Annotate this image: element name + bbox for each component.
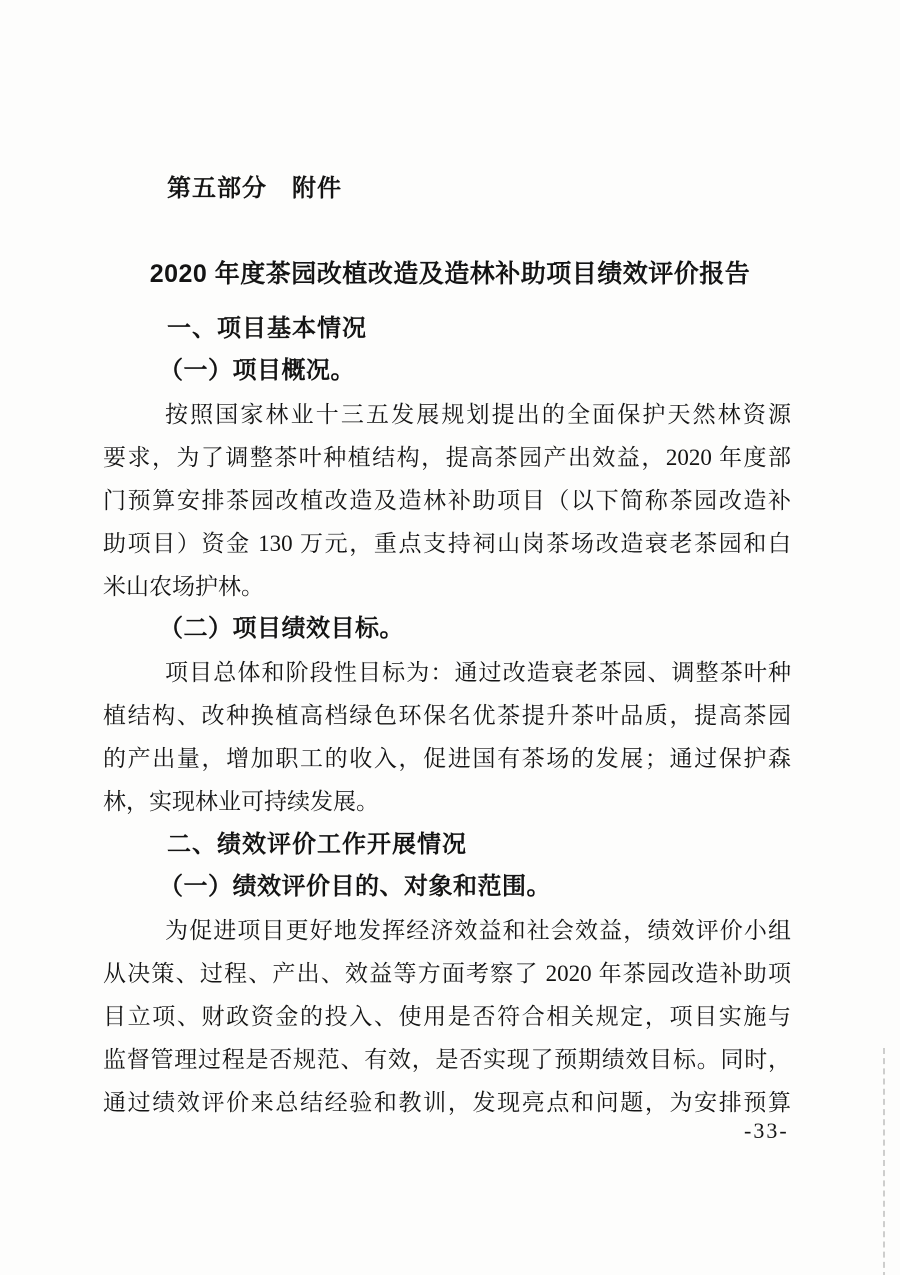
subsection-heading: （一）项目概况。 [159, 358, 355, 384]
text-line: 助项目）资金 130 万元，重点支持祠山岗茶场改造衰老茶园和白 [103, 531, 791, 556]
text-line: 从决策、过程、产出、效益等方面考察了 2020 年茶园改造补助项 [103, 961, 791, 986]
text-line: 通过绩效评价来总结经验和教训，发现亮点和问题，为安排预算 [103, 1090, 791, 1115]
section-heading: 一、项目基本情况 [167, 315, 367, 342]
text-line: 门预算安排茶园改植改造及造林补助项目（以下简称茶园改造补 [103, 488, 791, 513]
document-title: 2020 年度茶园改植改造及造林补助项目绩效评价报告 [149, 260, 751, 288]
page-number: -33- [744, 1118, 789, 1143]
section-heading: 二、绩效评价工作开展情况 [167, 831, 467, 858]
scan-edge-artifact [883, 1048, 885, 1275]
text-line: 米山农场护林。 [103, 574, 264, 599]
text-line: 监督管理过程是否规范、有效，是否实现了预期绩效目标。同时， [103, 1047, 791, 1072]
document-body [103, 307, 791, 1124]
subsection-heading: （二）项目绩效目标。 [159, 616, 404, 642]
text-line: 林，实现林业可持续发展。 [103, 789, 379, 814]
text-line: 要求，为了调整茶叶种植结构，提高茶园产出效益，2020 年度部 [103, 445, 791, 470]
text-line: 目立项、财政资金的投入、使用是否符合相关规定，项目实施与 [103, 1004, 791, 1029]
text-line: 的产出量，增加职工的收入，促进国有茶场的发展；通过保护森 [103, 746, 791, 771]
text-line: 为促进项目更好地发挥经济效益和社会效益，绩效评价小组 [165, 918, 791, 943]
part-heading: 第五部分 附件 [167, 175, 342, 202]
text-line: 植结构、改种换植高档绿色环保名优茶提升茶叶品质，提高茶园 [103, 703, 791, 728]
subsection-heading: （一）绩效评价目的、对象和范围。 [159, 874, 551, 900]
text-line: 项目总体和阶段性目标为：通过改造衰老茶园、调整茶叶种 [165, 660, 791, 685]
text-line: 按照国家林业十三五发展规划提出的全面保护天然林资源 [165, 402, 791, 427]
